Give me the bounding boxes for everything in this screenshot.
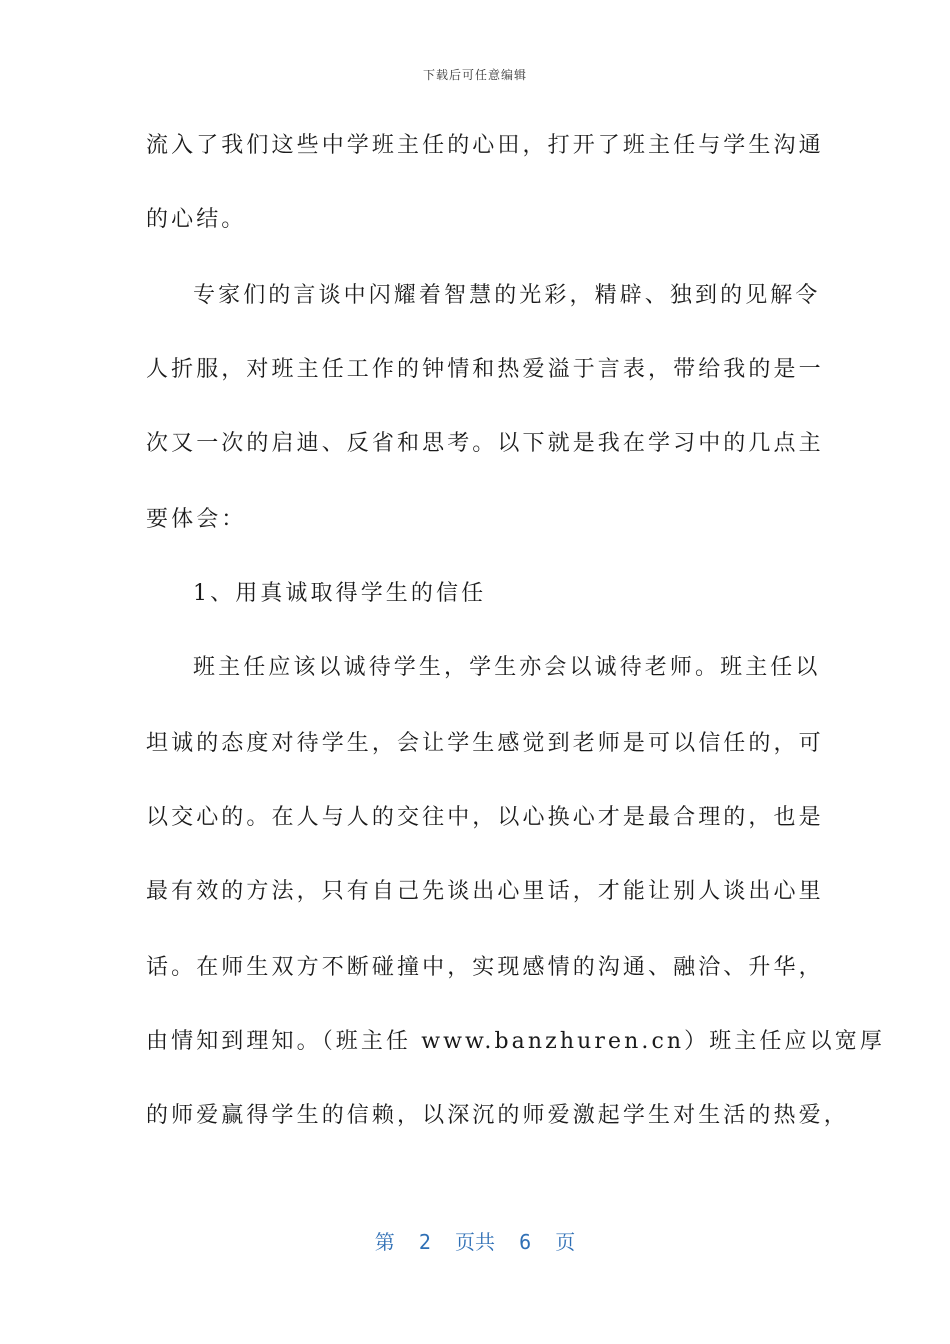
header-note: 下载后可任意编辑: [422, 68, 527, 82]
body-line: 班主任应该以诚待学生，学生亦会以诚待老师。班主任以: [193, 655, 821, 680]
body-line: 专家们的言谈中闪耀着智慧的光彩，精辟、独到的见解令: [193, 283, 821, 308]
body-line: 以交心的。在人与人的交往中，以心换心才是最合理的，也是: [146, 805, 824, 830]
body-line: 话。在师生双方不断碰撞中，实现感情的沟通、融洽、升华，: [146, 955, 824, 980]
body-line: 的师爱赢得学生的信赖，以深沉的师爱激起学生对生活的热爱，: [146, 1103, 849, 1128]
section-heading: 1、用真诚取得学生的信任: [193, 581, 487, 606]
body-line: 流入了我们这些中学班主任的心田，打开了班主任与学生沟通: [146, 133, 824, 158]
body-line: 次又一次的启迪、反省和思考。以下就是我在学习中的几点主: [146, 431, 824, 456]
body-line: 人折服，对班主任工作的钟情和热爱溢于言表，带给我的是一: [146, 357, 824, 382]
page-number: 第 2 页共 6 页: [374, 1230, 576, 1254]
body-line: 的心结。: [146, 207, 247, 232]
body-line: 由情知到理知。（班主任 www.banzhuren.cn）班主任应以宽厚: [146, 1029, 885, 1054]
body-line: 最有效的方法，只有自己先谈出心里话，才能让别人谈出心里: [146, 879, 824, 904]
body-line: 要体会：: [146, 507, 247, 532]
body-line: 坦诚的态度对待学生，会让学生感觉到老师是可以信任的，可: [146, 731, 824, 756]
